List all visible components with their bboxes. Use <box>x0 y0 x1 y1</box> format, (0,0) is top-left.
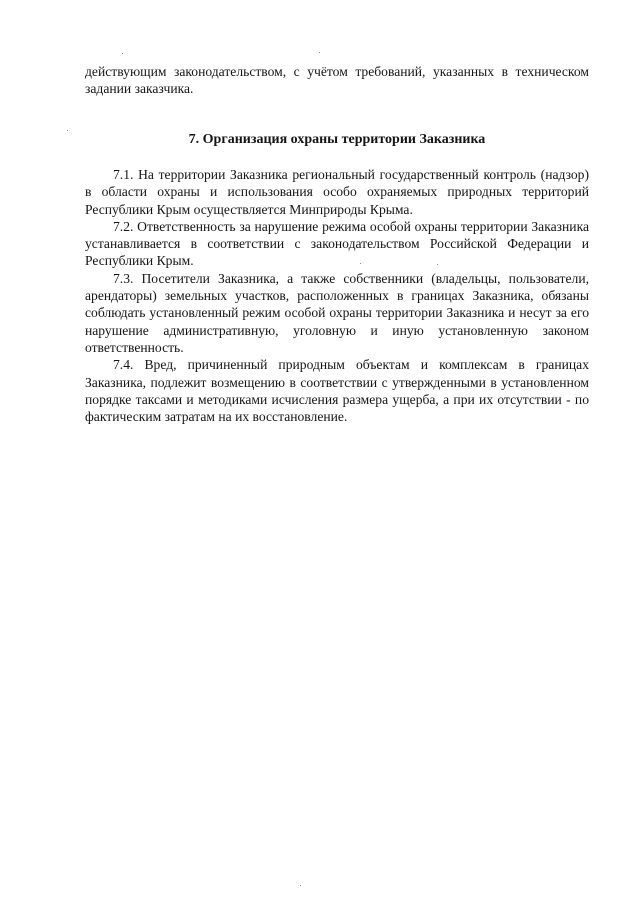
section-body <box>85 166 589 425</box>
paragraph-7-2: 7.2. Ответственность за нарушение режима особой охраны территории Заказника устанавливается в соответствии с законодательством Российской Федерации и Республики Крым. <box>85 218 589 269</box>
intro-text <box>85 63 589 98</box>
scan-speck <box>319 52 320 53</box>
intro-paragraph: действующим законодательством, с учётом требований, указанных в техническом задании заказчика. <box>85 64 589 97</box>
scan-speck <box>122 53 123 54</box>
scan-speck <box>360 263 361 264</box>
section-title: 7. Организация охраны территории Заказника <box>188 132 486 147</box>
paragraph-7-4: 7.4. Вред, причиненный природным объектам и комплексам в границах Заказника, подлежит возмещению в соответствии с утвержденными в установленном порядке таксами и методиками исчисления размера ущерба, а при их отсутствии - по фактическим затратам на их восстановление. <box>85 357 589 425</box>
paragraph-7-1: 7.1. На территории Заказника региональный государственный контроль (надзор) в области охраны и использования особо охраняемых природных территорий Республики Крым осуществляется Минприроды Крыма. <box>85 167 589 217</box>
scan-speck <box>67 130 68 131</box>
paragraph-7-3: 7.3. Посетители Заказника, а также собственники (владельцы, пользователи, арендаторы) земельных участков, расположенных в границах Заказника, обязаны соблюдать установленный режим особой охраны территории Заказника и несут за его нарушение административную, уголовную и иную установленную законом ответственность. <box>85 270 589 355</box>
scan-speck <box>437 264 438 265</box>
scan-speck <box>300 885 301 886</box>
